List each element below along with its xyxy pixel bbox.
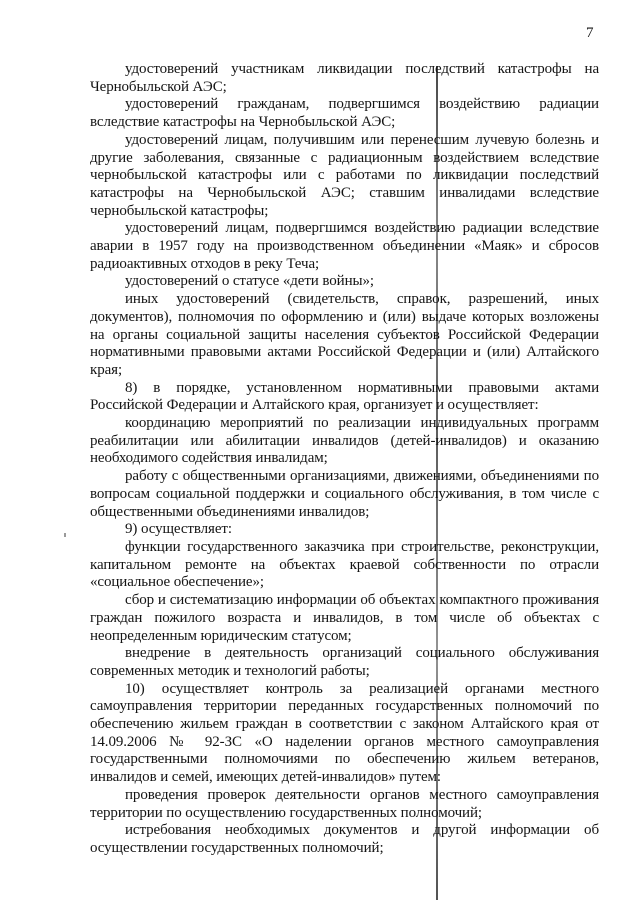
paragraph-9: работу с общественными организациями, движениями, объединениями по вопросам социальной поддержки и социального обслуживания, в том числе с общественными объединениями инвалидов; xyxy=(90,468,599,520)
paragraph-4: удостоверений лицам, подвергшимся воздействию радиации вследствие аварии в 1957 году на производственном объединении «Маяк» и сбросов радиоактивных отходов в реку Теча; xyxy=(90,220,599,272)
paragraph-3: удостоверений лицам, получившим или перенесшим лучевую болезнь и другие заболевания, связанные с радиационным воздействием вследствие чернобыльской катастрофы или с работами по ликвидации последствий катастрофы на Чернобыльской АЭС; ставшим инвалидами вследствие чернобыльской катастрофы; xyxy=(90,131,599,219)
scan-artifact-speck xyxy=(64,533,66,537)
paragraph-13: внедрение в деятельность организаций социального обслуживания современных методик и технологий работы; xyxy=(90,645,599,679)
page-number: 7 xyxy=(586,25,594,41)
document-body xyxy=(90,61,599,858)
paragraph-7: 8) в порядке, установленном нормативными правовыми актами Российской Федерации и Алтайского края, организует и осуществляет: xyxy=(90,379,599,414)
paragraph-8: координацию мероприятий по реализации индивидуальных программ реабилитации или абилитации инвалидов (детей-инвалидов) и оказанию необходимого содействия инвалидам; xyxy=(90,415,599,467)
paragraph-10: 9) осуществляет: xyxy=(125,521,232,538)
paragraph-6: иных удостоверений (свидетельств, справок, разрешений, иных документов), полномочия по оформлению и (или) выдаче которых возложены на органы социальной защиты населения субъектов Российской Федерации нормативными правовыми актами Российской Федерации и (или) Алтайского края; xyxy=(90,291,599,378)
paragraph-15: проведения проверок деятельности органов местного самоуправления территории по осуществлению государственных полномочий; xyxy=(90,786,599,821)
paragraph-1: удостоверений участникам ликвидации последствий катастрофы на Чернобыльской АЭС; xyxy=(90,61,599,95)
paragraph-16: истребования необходимых документов и другой информации об осуществлении государственных полномочий; xyxy=(90,822,599,856)
paragraph-14: 10) осуществляет контроль за реализацией органами местного самоуправления территории переданных государственных полномочий по обеспечению жильем граждан в соответствии с законом Алтайского края от 14.09.2006 № 92-ЗС «О наделении органов местного самоуправления государственными полномочиями по обеспечению жильем ветеранов, инвалидов и семей, имеющих детей-инвалидов» путем: xyxy=(90,680,599,786)
paragraph-2: удостоверений гражданам, подвергшимся воздействию радиации вследствие катастрофы на Чернобыльской АЭС; xyxy=(90,96,599,131)
paragraph-5: удостоверений о статусе «дети войны»; xyxy=(125,273,374,290)
paragraph-12: сбор и систематизацию информации об объектах компактного проживания граждан пожилого возраста и инвалидов, в том числе об объектах с неопределенным юридическим статусом; xyxy=(90,592,599,644)
paragraph-11: функции государственного заказчика при строительстве, реконструкции, капитальном ремонте на объектах краевой собственности по отрасли «социальное обеспечение»; xyxy=(90,538,599,591)
